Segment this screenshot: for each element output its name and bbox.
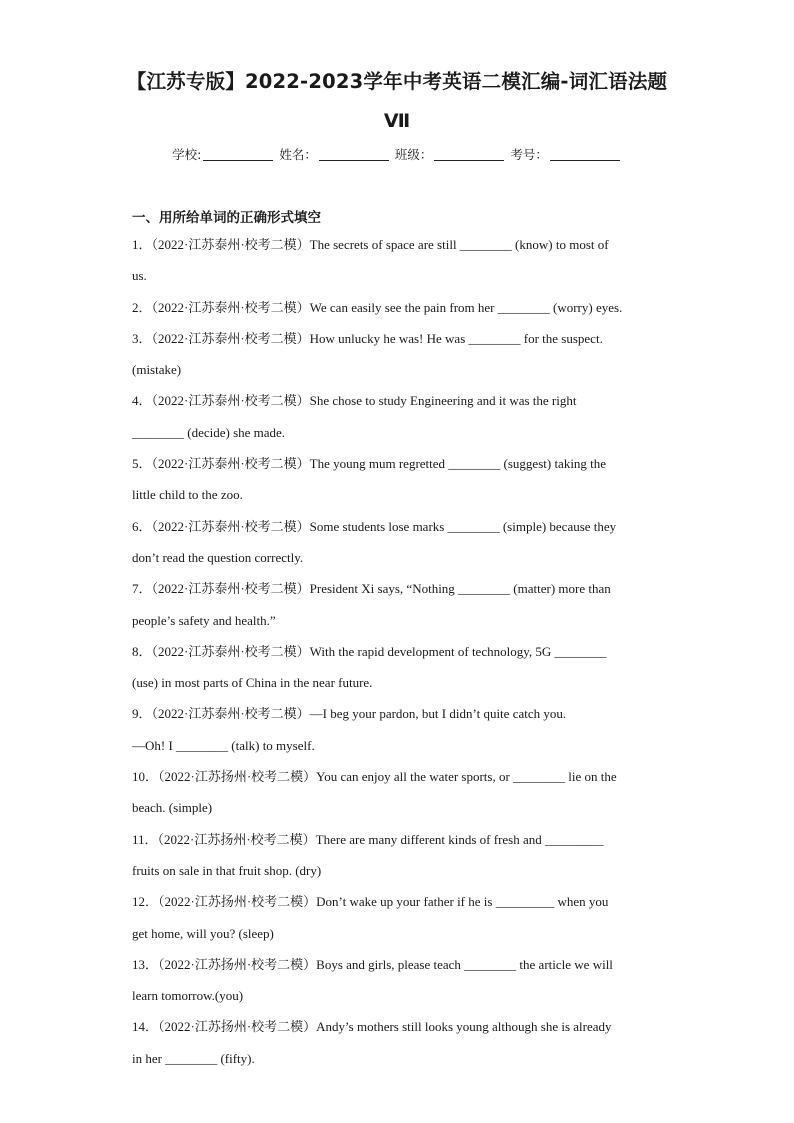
question-line: —Oh! I ________ (talk) to myself. [132, 737, 315, 753]
question-list [132, 229, 668, 1074]
name-label: 姓名： [279, 147, 317, 162]
question-line: 10．（2022·江苏扬州·校考二模）You can enjoy all the water sports, or ________ lie on the [132, 769, 617, 785]
question-line: 7．（2022·江苏泰州·校考二模）President Xi says, “Nothing ________ (matter) more than [132, 581, 611, 597]
question-line: people’s safety and health.” [132, 612, 276, 628]
school-blank[interactable] [203, 147, 273, 161]
school-label: 学校: [172, 147, 202, 162]
question-item [132, 1011, 668, 1074]
question-item [132, 761, 668, 824]
question-item [132, 511, 668, 574]
question-line: 14．（2022·江苏扬州·校考二模）Andy’s mothers still looks young although she is already [132, 1019, 612, 1035]
question-line: us. [132, 268, 147, 284]
question-line: 1．（2022·江苏泰州·校考二模）The secrets of space are still ________ (know) to most of [132, 237, 609, 252]
question-item [132, 824, 668, 887]
question-item [132, 448, 668, 511]
question-line: 13．（2022·江苏扬州·校考二模）Boys and girls, please teach ________ the article we will [132, 956, 613, 972]
question-item [132, 573, 668, 636]
question-line: beach. (simple) [132, 800, 213, 816]
question-item [132, 886, 668, 949]
question-item [132, 385, 668, 448]
question-line: get home, will you? (sleep) [132, 925, 274, 941]
question-line: 9．（2022·江苏泰州·校考二模）—I beg your pardon, but I didn’t quite catch you. [132, 706, 567, 722]
question-item [132, 949, 668, 1012]
name-blank[interactable] [319, 147, 389, 161]
question-line: 2．（2022·江苏泰州·校考二模）We can easily see the pain from her ________ (worry) eyes. [132, 299, 623, 315]
class-blank[interactable] [434, 147, 504, 161]
student-info-row [0, 145, 794, 163]
class-label: 班级： [394, 147, 433, 162]
question-line: (mistake) [132, 362, 182, 378]
question-line: don’t read the question correctly. [132, 549, 304, 565]
number-label: 考号： [510, 147, 548, 162]
page-title: 【江苏专版】2022-2023学年中考英语二模汇编-词汇语法题 [126, 70, 668, 93]
number-blank[interactable] [550, 147, 620, 161]
question-line: little child to the zoo. [132, 487, 243, 503]
question-line: ________ (decide) she made. [132, 424, 286, 440]
question-line: learn tomorrow.(you) [132, 988, 244, 1004]
question-line: fruits on sale in that fruit shop. (dry) [132, 862, 322, 878]
question-line: 11．（2022·江苏扬州·校考二模）There are many different kinds of fresh and _________ [132, 831, 604, 847]
question-item [132, 229, 668, 292]
page-subtitle: Ⅶ [383, 110, 411, 132]
question-line: 3．（2022·江苏泰州·校考二模）How unlucky he was! He was ________ for the suspect. [132, 330, 603, 346]
question-item [132, 698, 668, 761]
question-line: 6．（2022·江苏泰州·校考二模）Some students lose marks ________ (simple) because they [132, 518, 617, 534]
question-line: (use) in most parts of China in the near future. [132, 675, 373, 691]
question-item [132, 323, 668, 386]
question-line: 4．（2022·江苏泰州·校考二模）She chose to study Engineering and it was the right [132, 393, 577, 409]
question-item [132, 292, 668, 323]
section-title: 一、用所给单词的正确形式填空 [132, 210, 321, 226]
question-line: 12．（2022·江苏扬州·校考二模）Don’t wake up your father if he is _________ when you [132, 894, 609, 910]
question-line: 8．（2022·江苏泰州·校考二模）With the rapid development of technology, 5G ________ [132, 643, 607, 659]
question-line: 5．（2022·江苏泰州·校考二模）The young mum regretted ________ (suggest) taking the [132, 456, 607, 472]
question-line: in her ________ (fifty). [132, 1050, 255, 1066]
question-item [132, 636, 668, 699]
